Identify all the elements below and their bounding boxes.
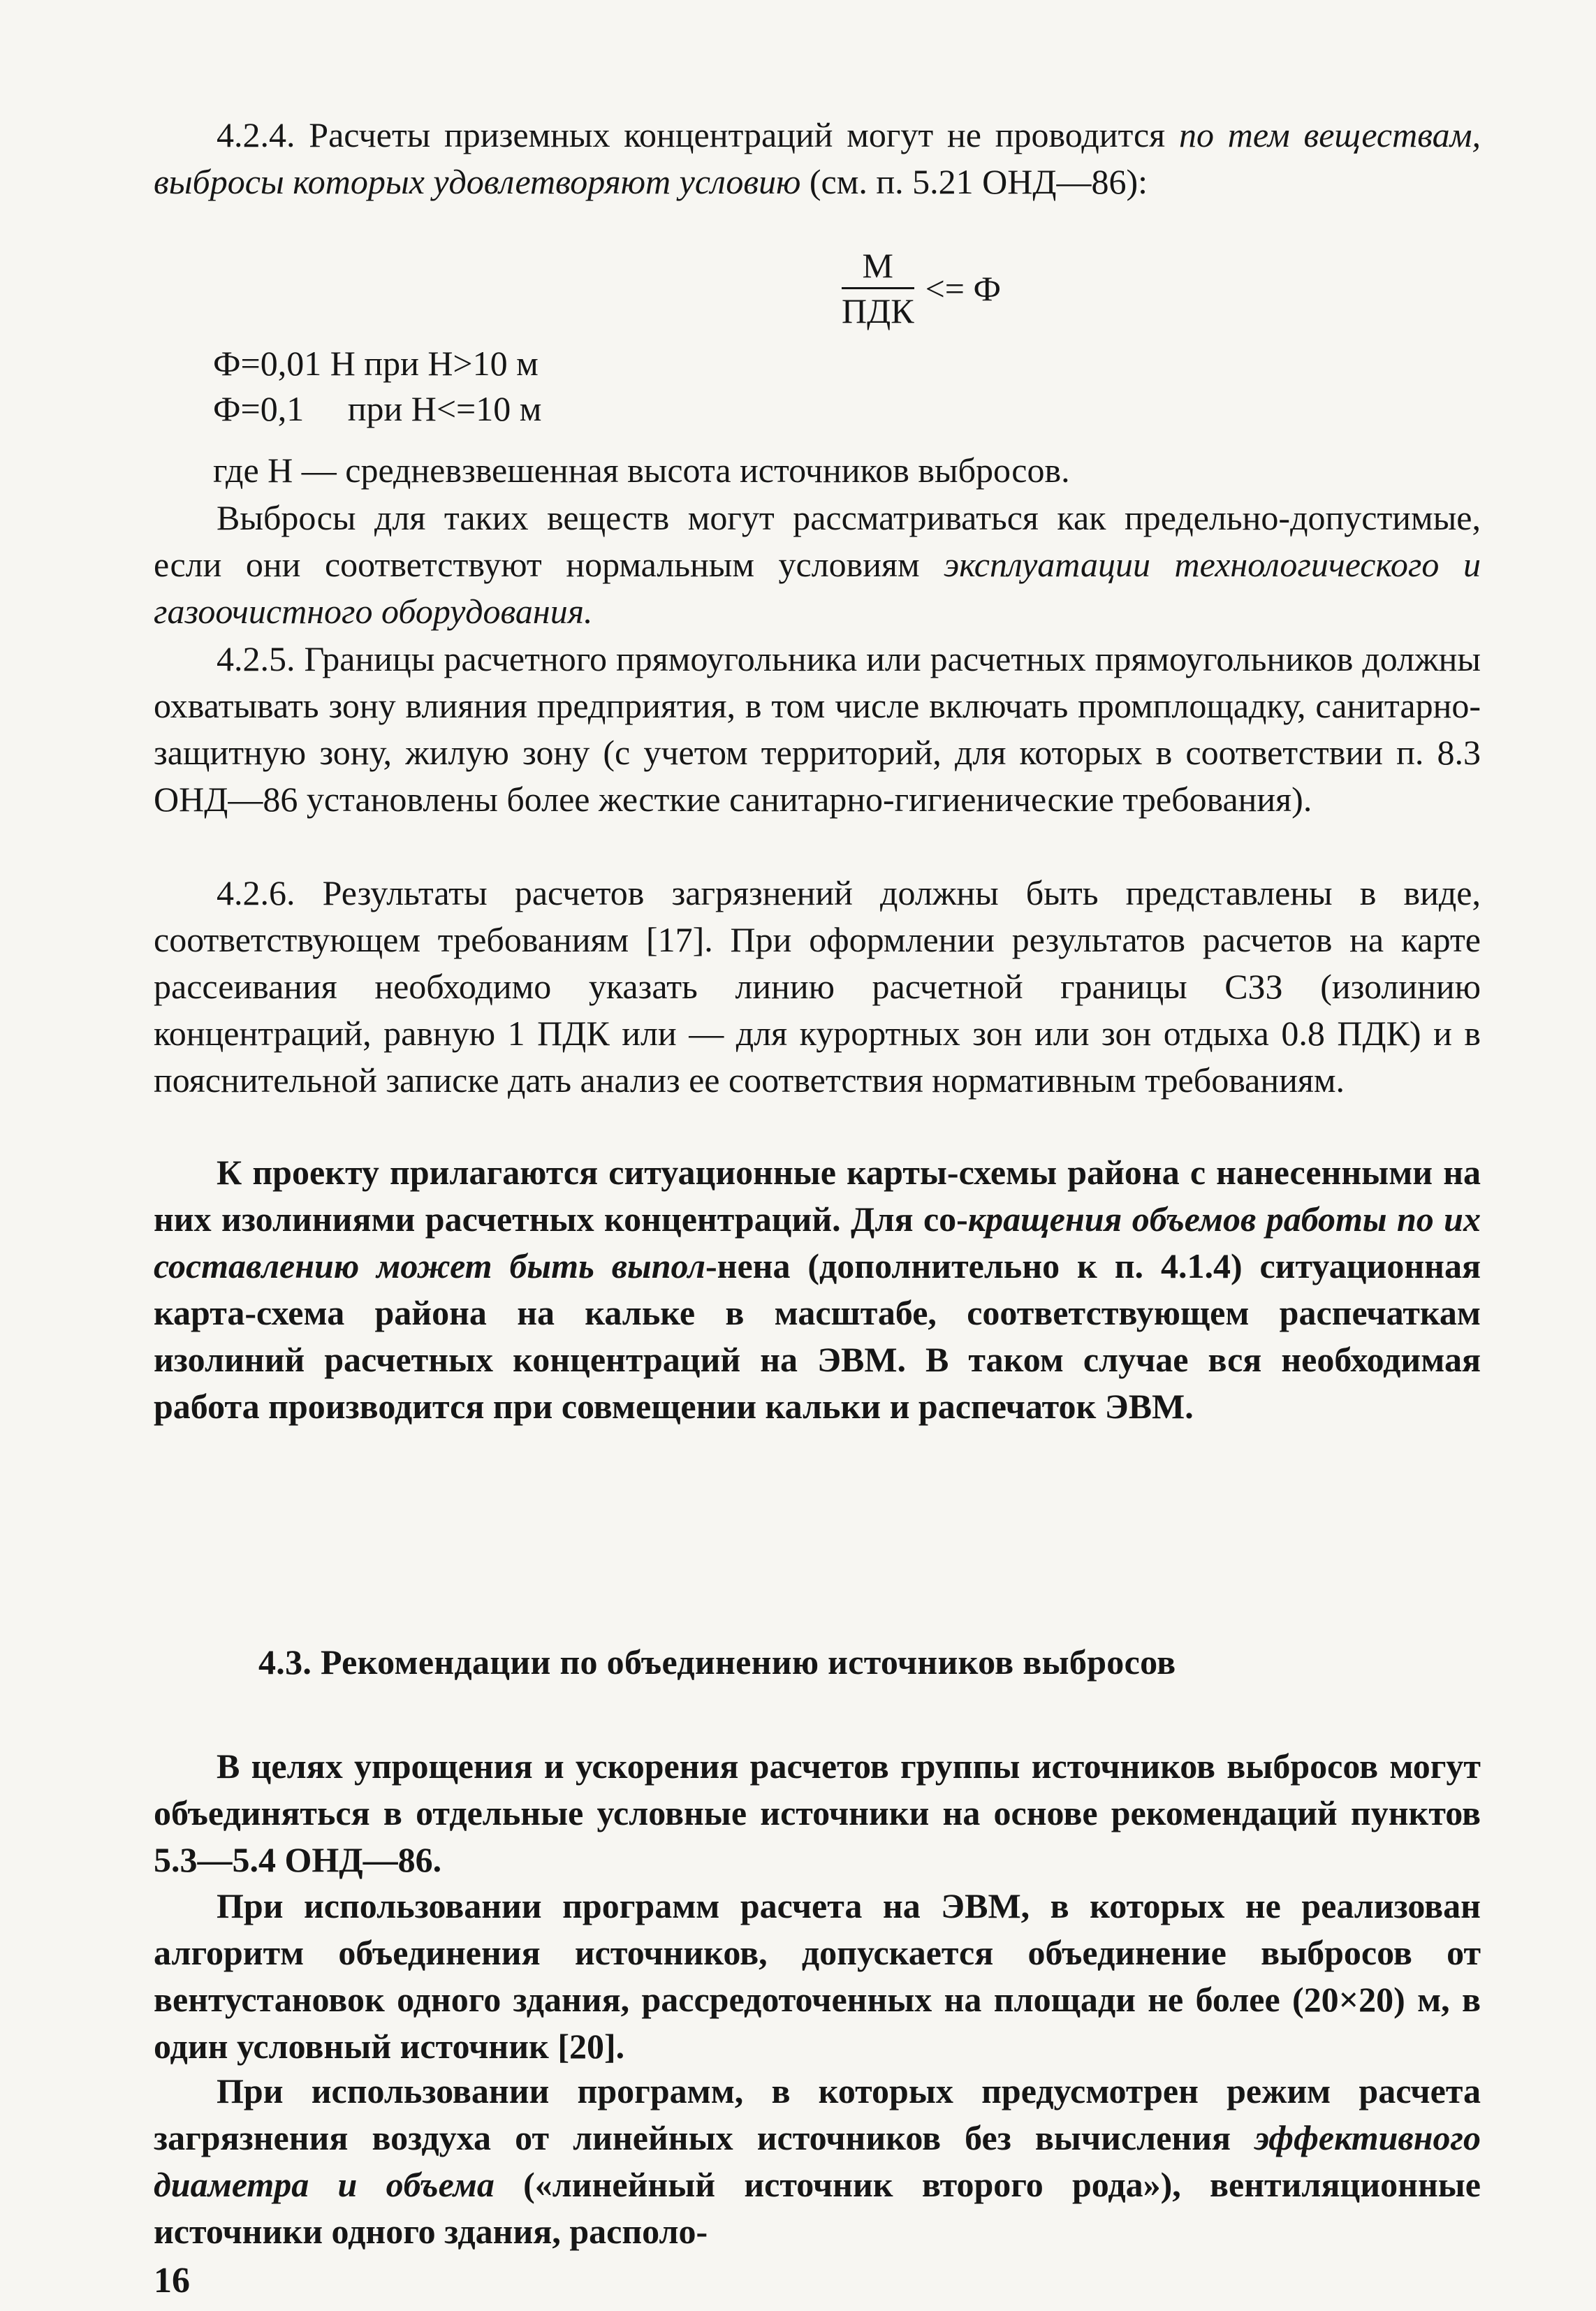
text-43-3c: («линейный источник второго рода»), вентиляционные источники одного здания, располо- — [154, 2165, 1481, 2251]
text-424-b: по тем веществам, выбросы которых удовлетворяют условию — [154, 115, 1481, 201]
text-emissions-b: эксплуатации технологического и газоочистного оборудования. — [154, 545, 1481, 631]
formula-line-2: Ф=0,1 при Н<=10 м — [213, 389, 542, 428]
paragraph-4-3-1: В целях упрощения и ускорения расчетов группы источников выбросов могут объединяться в отдельные условные источники на основе рекомендаций пунктов 5.3—5.4 ОНД—86. — [154, 1747, 1481, 1879]
page-number: 16 — [154, 2261, 190, 2301]
fraction-denominator: ПДК — [842, 291, 914, 330]
text-emissions-a: Выбросы для таких веществ могут рассматриваться как предельно-допустимые, если они соответствуют нормальным условиям — [154, 498, 1481, 584]
paragraph-maps: К проекту прилагаются ситуационные карты-схемы района с нанесенными на них изолиниями расчетных концентраций. Для со-кращения объемов работы по их составлению может быть выпол-нена (дополнительно к п. 4.1.4) ситуационная карта-схема района на кальке в масштабе, соответствующем распечаткам изолиний расчетных концентраций на ЭВМ. В таком случае вся необходимая работа производится при совмещении кальки и распечаток ЭВМ. — [154, 1153, 1481, 1426]
text-maps-a: К проекту прилагаются ситуационные карты-схемы района с нанесенными на них изолиниями расчетных концентраций. Для со — [154, 1153, 1481, 1239]
paragraph-where: где Н — средневзвешенная высота источников выбросов. — [213, 451, 1070, 490]
formula-fraction — [842, 248, 1001, 328]
paragraph-emissions — [154, 495, 1481, 635]
text-43-3b: эффективного диаметра и объема — [154, 2118, 1481, 2204]
formula-line-1: Ф=0,01 Н при Н>10 м — [213, 344, 539, 383]
text-43-3a: При использовании программ, в которых предусмотрен режим расчета загрязнения воздуха от линейных источников без вычисления — [154, 2071, 1481, 2157]
fraction — [842, 248, 914, 328]
text-maps-c: нена (дополнительно к п. 4.1.4) ситуационная карта-схема района на кальке в масштабе, соответствующем распечаткам изолиний расчетных концентраций на ЭВМ. В таком случае вся необходимая работа производится при совмещении кальки и распечаток ЭВМ. — [154, 1246, 1481, 1426]
paragraph-4-2-5: 4.2.5. Границы расчетного прямоугольника или расчетных прямоугольников должны охватывать зону влияния предприятия, в том числе включать промплощадку, санитарно-защитную зону, жилую зону (с учетом территорий, для которых в соответствии п. 8.3 ОНД—86 установлены более жесткие санитарно-гигиенические требования). — [154, 639, 1481, 819]
fraction-numerator: М — [842, 248, 914, 289]
text-maps-b: кращения объемов работы по их составлению может быть выпол — [154, 1200, 1481, 1285]
section-heading-4-3: 4.3. Рекомендации по объединению источников выбросов — [258, 1642, 1176, 1682]
paragraph-4-2-6: 4.2.6. Результаты расчетов загрязнений должны быть представлены в виде, соответствующем требованиям [17]. При оформлении результатов расчетов на карте рассеивания необходимо указать линию расчетной границы СЗЗ (изолинию концентраций, равную 1 ПДК или — для курортных зон или зон отдыха 0.8 ПДК) и в пояснительной записке дать анализ ее соответствия нормативным требованиям. — [154, 873, 1481, 1100]
paragraph-4-3-2: При использовании программ расчета на ЭВМ, в которых не реализован алгоритм объединения источников, допускается объединение выбросов от вентустановок одного здания, рассредоточенных на площади не более (20×20) м, в один условный источник [20]. — [154, 1886, 1481, 2066]
text-424-a: 4.2.4. Расчеты приземных концентраций могут не проводится — [217, 115, 1179, 154]
paragraph-4-3-3 — [154, 2068, 1481, 2255]
text-424-c: (см. п. 5.21 ОНД—86): — [800, 162, 1148, 201]
paragraph-4-2-4 — [154, 112, 1481, 205]
fraction-relation: <= Ф — [925, 268, 1001, 308]
